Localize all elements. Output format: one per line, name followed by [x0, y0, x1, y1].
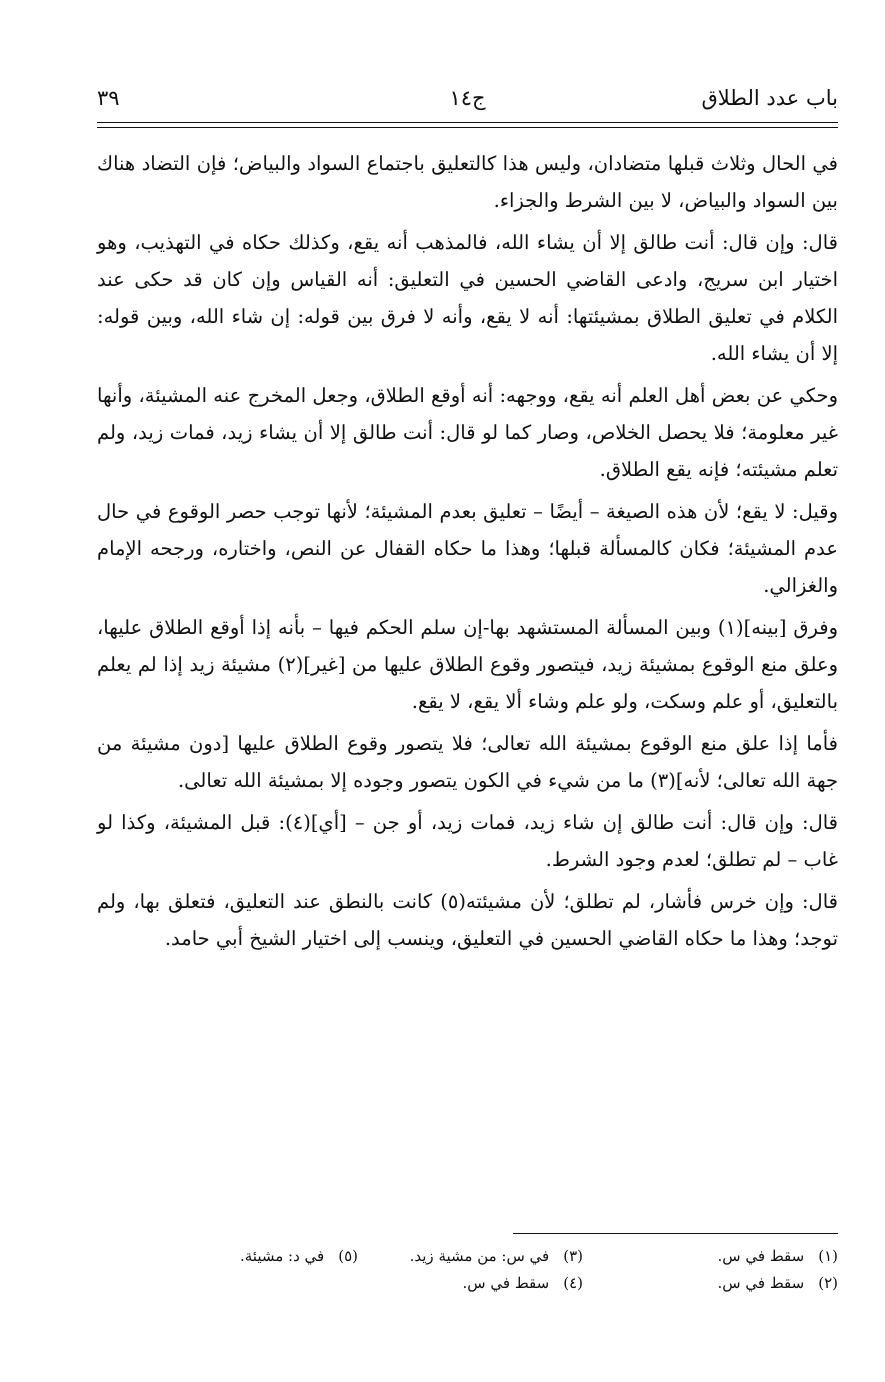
footnotes: [97, 1243, 838, 1297]
footnote-1: [718, 1243, 838, 1270]
footnote-3: [410, 1243, 583, 1270]
paragraph: قال: وإن خرس فأشار، لم تطلق؛ لأن مشيئته(٥) كانت بالنطق عند التعليق، فتعلق بها، ولم توجد؛ وهذا ما حكاه القاضي الحسين في التعليق، وينسب إلى اختيار الشيخ أبي حامد.: [97, 890, 838, 950]
footnote-row: [97, 1270, 838, 1297]
main-text: [97, 145, 838, 962]
paragraph: وحكي عن بعض أهل العلم أنه يقع، ووجهه: أنه أوقع الطلاق، وجعل المخرج عنه المشيئة، وأنها غير معلومة؛ فلا يحصل الخلاص، وصار كما لو قال: أنت طالق إلا أن يشاء زيد، فمات زيد، ولم تعلم مشيئته؛ فإنه يقع الطلاق.: [97, 384, 838, 481]
footnote-row: [97, 1243, 838, 1270]
footnote-divider: [513, 1233, 838, 1234]
running-header: [97, 86, 838, 120]
footnote-text: في د: مشيئة.: [239, 1247, 325, 1265]
footnote-text: سقط في س.: [462, 1274, 550, 1292]
footnote-number: (١): [818, 1247, 838, 1265]
footnote-number: (٤): [563, 1274, 583, 1292]
footnote-5: [240, 1243, 358, 1270]
footnote-2: [718, 1270, 838, 1297]
footnote-number: (٥): [338, 1247, 358, 1265]
footnote-number: (٣): [563, 1247, 583, 1265]
footnote-text: سقط في س.: [717, 1274, 805, 1292]
footnote-text: في س: من مشية زيد.: [409, 1247, 550, 1265]
paragraph: وفرق [بينه](١) وبين المسألة المستشهد بها-إن سلم الحكم فيها – بأنه إذا أوقع الطلاق عليها، وعلق منع الوقوع بمشيئة زيد، فيتصور وقوع الطلاق عليها من [غير](٢) مشيئة زيد إذا لم يعلم بالتعليق، أو علم وسكت، ولو علم وشاء ألا يقع، لا يقع.: [97, 616, 838, 713]
paragraph: قال: وإن قال: أنت طالق إلا أن يشاء الله، فالمذهب أنه يقع، وكذلك حكاه في التهذيب، وهو اختيار ابن سريج، وادعى القاضي الحسين في التعليق: أنه القياس وإن كان قد حكى عند الكلام في تعليق الطلاق بمشيئتها: أنه لا يقع، وأنه لا فرق بين قوله: إن شاء الله، وبين قوله: إلا أن يشاء الله.: [97, 231, 838, 365]
volume-label: ج١٤: [449, 86, 486, 110]
paragraph: قال: وإن قال: أنت طالق إن شاء زيد، فمات زيد، أو جن – [أي](٤): قبل المشيئة، وكذا لو غاب – لم تطلق؛ لعدم وجود الشرط.: [97, 811, 838, 871]
paragraph: وقيل: لا يقع؛ لأن هذه الصيغة – أيضًا – تعليق بعدم المشيئة؛ لأنها توجب حصر الوقوع في حال عدم المشيئة؛ فكان كالمسألة قبلها؛ وهذا ما حكاه القفال عن النص، واختاره، ورجحه الإمام والغزالي.: [97, 500, 838, 597]
paragraph: فأما إذا علق منع الوقوع بمشيئة الله تعالى؛ فلا يتصور وقوع الطلاق عليها [دون مشيئة من جهة الله تعالى؛ لأنه](٣) ما من شيء في الكون يتصور وجوده إلا بمشيئة الله تعالى.: [97, 732, 838, 792]
chapter-title: باب عدد الطلاق: [701, 86, 838, 110]
header-rule-top: [97, 122, 838, 123]
footnote-number: (٢): [818, 1274, 838, 1292]
header-rule-bottom: [97, 127, 838, 128]
page-number: ٣٩: [97, 86, 120, 110]
footnote-text: سقط في س.: [717, 1247, 805, 1265]
footnote-4: [463, 1270, 583, 1297]
paragraph: في الحال وثلاث قبلها متضادان، وليس هذا كالتعليق باجتماع السواد والبياض؛ فإن التضاد هناك بين السواد والبياض، لا بين الشرط والجزاء.: [97, 152, 838, 212]
